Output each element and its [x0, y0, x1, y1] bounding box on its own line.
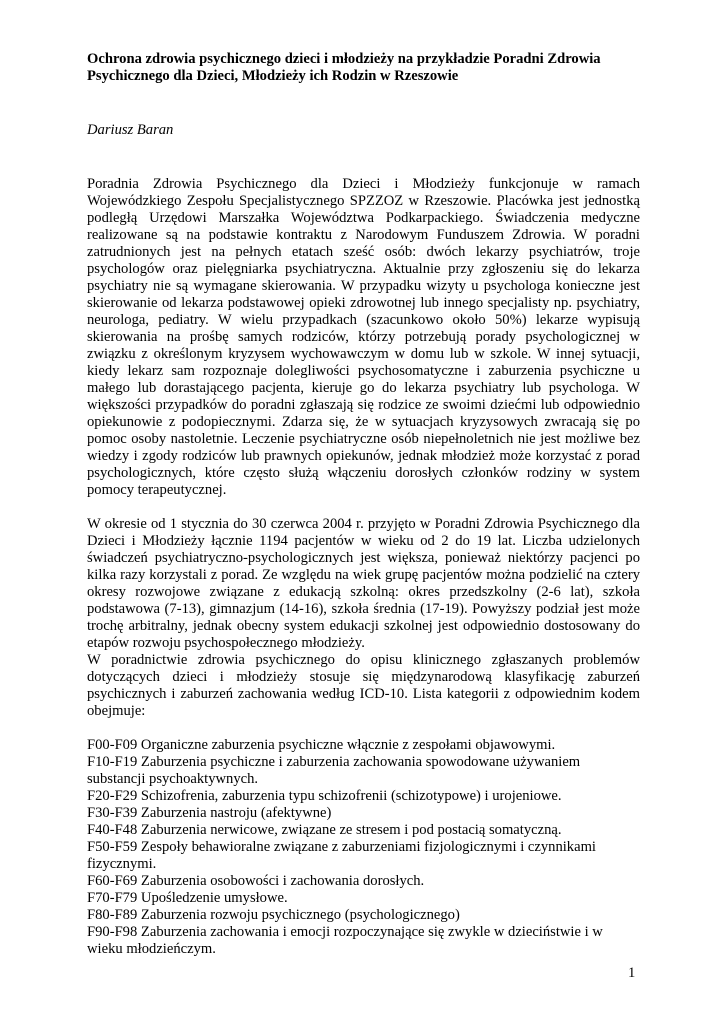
list-item: F80-F89 Zaburzenia rozwoju psychicznego (psychologicznego): [87, 907, 460, 923]
body-paragraph: W okresie od 1 stycznia do 30 czerwca 2004 r. przyjęto w Poradni Zdrowia Psychicznego dla Dzieci i Młodzieży łącznie 1194 pacjentów w wieku od 2 do 19 lat. Liczba udzielonych świadczeń psychiatryczno-psychologicznych jest większa, ponieważ niektórzy pacjenci po kilka razy korzystali z porad. Ze względu na wiek grupę pacjentów można podzielić na cztery okresy rozwojowe związane z edukacją szkolną: okres przedszkolny (2-6 lat), szkoła podstawowa (7-13), gimnazjum (14-16), szkoła średnia (17-19). Powyższy podział jest może trochę arbitralny, jednak obecny system edukacji szkolnej jest odpowiednio dostosowany do etapów rozwoju psychospołecznego młodzieży.: [87, 516, 640, 651]
list-item: F40-F48 Zaburzenia nerwicowe, związane ze stresem i pod postacią somatyczną.: [87, 822, 562, 838]
list-item: F50-F59 Zespoły behawioralne związane z zaburzeniami fizjologicznymi i czynnikami fizycznymi.: [87, 839, 596, 872]
document-title: Ochrona zdrowia psychicznego dzieci i młodzieży na przykładzie Poradni Zdrowia Psychicznego dla Dzieci, Młodzieży ich Rodzin w Rzeszowie: [87, 51, 601, 84]
body-paragraph: W poradnictwie zdrowia psychicznego do opisu klinicznego zgłaszanych problemów dotyczących dzieci i młodzieży stosuje się międzynarodową klasyfikację zaburzeń psychicznych i zaburzeń zachowania według ICD-10. Lista kategorii z odpowiednim kodem obejmuje:: [87, 652, 640, 719]
page-number: 1: [628, 965, 636, 981]
list-item: F60-F69 Zaburzenia osobowości i zachowania dorosłych.: [87, 873, 425, 889]
document-page: [87, 51, 640, 958]
author-name: Dariusz Baran: [87, 122, 174, 138]
list-item: F30-F39 Zaburzenia nastroju (afektywne): [87, 805, 332, 821]
icd10-category-list: [87, 737, 640, 958]
list-item: F70-F79 Upośledzenie umysłowe.: [87, 890, 288, 906]
list-item: F90-F98 Zaburzenia zachowania i emocji rozpoczynające się zwykle w dzieciństwie i w wieku młodzieńczym.: [87, 924, 603, 957]
list-item: F00-F09 Organiczne zaburzenia psychiczne włącznie z zespołami objawowymi.: [87, 737, 556, 753]
list-item: F10-F19 Zaburzenia psychiczne i zaburzenia zachowania spowodowane używaniem substancji psychoaktywnych.: [87, 754, 581, 787]
body-paragraph: Poradnia Zdrowia Psychicznego dla Dzieci i Młodzieży funkcjonuje w ramach Wojewódzkiego Zespołu Specjalistycznego SPZZOZ w Rzeszowie. Placówka jest jednostką podległą Urzędowi Marszałka Województwa Podkarpackiego. Świadczenia medyczne realizowane są na podstawie kontraktu z Narodowym Funduszem Zdrowia. W poradni zatrudnionych jest na pełnych etatach sześć osób: dwóch lekarzy psychiatrów, troje psychologów oraz pielęgniarka psychiatryczna. Aktualnie przy zgłoszeniu się do lekarza psychiatry nie są wymagane skierowania. W przypadku wizyty u psychologa konieczne jest skierowanie od lekarza podstawowej opieki zdrowotnej lub innego specjalisty np. psychiatry, neurologa, pediatry. W wielu przypadkach (szacunkowo około 50%) lekarze wypisują skierowania na prośbę samych rodziców, którzy potrzebują porady psychologicznej w związku z określonym kryzysem wychowawczym w domu lub w szkole. W innej sytuacji, kiedy lekarz sam rozpoznaje dolegliwości psychosomatyczne i zaburzenia psychiczne u małego lub dorastającego pacjenta, kieruje go do lekarza psychiatry lub psychologa. W większości przypadków do poradni zgłaszają się rodzice ze swoimi dziećmi lub odpowiednio opiekunowie z podopiecznymi. Zdarza się, że w sytuacjach kryzysowych zwracają się po pomoc osoby nastoletnie. Leczenie psychiatryczne osób niepełnoletnich nie jest możliwe bez wiedzy i zgody rodziców lub prawnych opiekunów, jednak młodzież może korzystać z porad psychologicznych, które często służą włączeniu dorosłych członków rodziny w system pomocy terapeutycznej.: [87, 176, 640, 498]
list-item: F20-F29 Schizofrenia, zaburzenia typu schizofrenii (schizotypowe) i urojeniowe.: [87, 788, 562, 804]
